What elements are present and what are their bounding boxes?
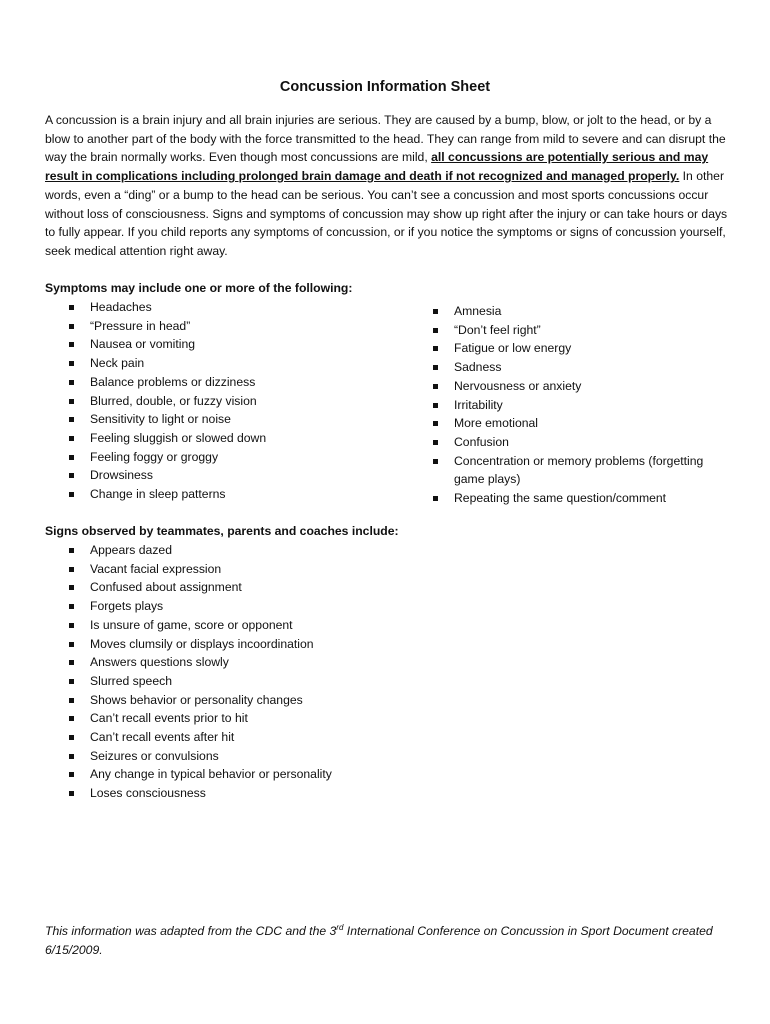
intro-text: A concussion is a brain injury and all brain injuries are serious. They are caused by a bump, blow, or jolt to the head, or by a blow to another part of the body with the force transmitted to the head. They can range from mild to severe and can disrupt the way the brain normally works. Even though most concussions are mild,	[45, 113, 726, 165]
bullet-icon	[433, 384, 438, 389]
bullet-icon	[69, 642, 74, 647]
bullet-icon	[69, 754, 74, 759]
list-item-text: Appears dazed	[90, 543, 172, 557]
list-item	[45, 728, 445, 747]
list-item	[45, 560, 445, 579]
list-item	[45, 653, 445, 672]
intro-paragraph	[45, 111, 730, 261]
bullet-icon	[69, 399, 74, 404]
bullet-icon	[69, 380, 74, 385]
bullet-icon	[433, 309, 438, 314]
list-item-text: Drowsiness	[90, 468, 153, 483]
list-item	[409, 489, 709, 508]
intro-emphasis: all concussions are potentially serious and may result in complications including prolonged brain damage and death if not recognized and managed properly.	[45, 150, 709, 184]
bullet-icon	[433, 440, 438, 445]
list-item-text: Forgets plays	[90, 599, 164, 614]
bullet-icon	[69, 660, 74, 665]
list-item	[45, 765, 445, 784]
page-title: Concussion Information Sheet	[279, 79, 491, 95]
list-item	[45, 298, 385, 317]
bullet-icon	[69, 585, 74, 590]
bullet-icon	[69, 324, 74, 329]
list-item-text: Answers questions slowly	[90, 655, 229, 670]
list-item-text: Is unsure of game, score or opponent	[90, 617, 293, 632]
list-item-text: Any change in typical behavior or personality	[90, 767, 332, 782]
list-item-text: Change in sleep patterns	[90, 487, 226, 502]
list-item-text: Blurred, double, or fuzzy vision	[90, 393, 257, 408]
list-item	[45, 392, 385, 411]
list-item	[409, 396, 709, 415]
list-item	[45, 597, 445, 616]
list-item-text: Nervousness or anxiety	[454, 378, 582, 393]
bullet-icon	[433, 365, 438, 370]
bullet-icon	[69, 735, 74, 740]
list-item-text: Can’t recall events prior to hit	[90, 711, 248, 726]
bullet-icon	[433, 421, 438, 426]
list-item	[409, 339, 709, 358]
list-item	[409, 377, 709, 396]
list-item-text: Loses consciousness	[90, 786, 206, 801]
symptoms-list-right	[409, 302, 709, 508]
list-item	[409, 302, 709, 321]
list-item-text: Confused about assignment	[90, 580, 242, 595]
list-item-text: Seizures or convulsions	[90, 748, 219, 763]
list-item	[45, 335, 385, 354]
list-item-text: Feeling sluggish or slowed down	[90, 430, 267, 445]
list-item	[409, 452, 709, 489]
source-footnote	[45, 922, 725, 960]
footnote-text-continued: International Conference on Concussion in Sport Document created 6/15/2009.	[45, 924, 713, 957]
footnote-ordinal: rd	[336, 922, 344, 932]
bullet-icon	[433, 403, 438, 408]
bullet-icon	[433, 328, 438, 333]
bullet-icon	[69, 305, 74, 310]
list-item-text: More emotional	[454, 416, 538, 431]
list-item-text: Amnesia	[454, 304, 502, 318]
list-item-text: Slurred speech	[90, 673, 172, 688]
list-item-text: Concentration or memory problems (forgetting game plays)	[454, 453, 704, 487]
bullet-icon	[69, 604, 74, 609]
list-item	[45, 429, 385, 448]
symptoms-list-left	[45, 298, 385, 504]
list-item-text: Fatigue or low energy	[454, 341, 572, 356]
signs-list	[45, 541, 445, 803]
footnote-text: This information was adapted from the CDC and the 3	[45, 924, 337, 938]
list-item	[45, 410, 385, 429]
list-item	[45, 635, 445, 654]
bullet-icon	[69, 623, 74, 628]
list-item	[45, 485, 385, 504]
bullet-icon	[69, 567, 74, 572]
list-item	[45, 541, 445, 560]
list-item	[409, 321, 709, 340]
bullet-icon	[69, 698, 74, 703]
list-item	[45, 373, 385, 392]
list-item-text: Repeating the same question/comment	[454, 491, 667, 506]
list-item-text: Nausea or vomiting	[90, 337, 195, 352]
bullet-icon	[69, 417, 74, 422]
list-item	[45, 747, 445, 766]
list-item	[45, 709, 445, 728]
list-item-text: “Don’t feel right”	[454, 322, 541, 337]
list-item	[45, 691, 445, 710]
list-item	[45, 578, 445, 597]
list-item-text: Shows behavior or personality changes	[90, 692, 303, 707]
list-item-text: Can’t recall events after hit	[90, 730, 235, 745]
list-item	[45, 466, 385, 485]
list-item-text: Sadness	[454, 360, 502, 375]
list-item-text: Moves clumsily or displays incoordination	[90, 636, 314, 651]
list-item	[45, 672, 445, 691]
list-item-text: Neck pain	[90, 356, 145, 371]
bullet-icon	[69, 436, 74, 441]
bullet-icon	[433, 346, 438, 351]
intro-text-continued: In other words, even a “ding” or a bump to the head can be serious. You can’t see a concussion and most sports concussions occur without loss of consciousness. Signs and symptoms of concussion may show up right after the injury or can take hours or days to fully appear. If you child reports any symptoms of concussion, or if you notice the symptoms or signs of concussion yourself, seek medical attention right away.	[45, 169, 728, 258]
bullet-icon	[69, 791, 74, 796]
list-item-text: Feeling foggy or groggy	[90, 449, 219, 464]
symptoms-heading: Symptoms may include one or more of the following:	[45, 281, 353, 295]
list-item	[45, 616, 445, 635]
bullet-icon	[69, 492, 74, 497]
list-item-text: Headaches	[90, 300, 152, 314]
bullet-icon	[69, 716, 74, 721]
list-item	[409, 414, 709, 433]
list-item-text: Sensitivity to light or noise	[90, 412, 231, 427]
list-item-text: “Pressure in head”	[90, 318, 191, 333]
bullet-icon	[69, 342, 74, 347]
bullet-icon	[433, 459, 438, 464]
list-item-text: Balance problems or dizziness	[90, 374, 256, 389]
bullet-icon	[69, 679, 74, 684]
bullet-icon	[69, 455, 74, 460]
list-item	[45, 448, 385, 467]
bullet-icon	[69, 473, 74, 478]
list-item	[45, 317, 385, 336]
bullet-icon	[69, 772, 74, 777]
list-item	[45, 784, 445, 803]
list-item-text: Vacant facial expression	[90, 561, 222, 576]
list-item-text: Confusion	[454, 434, 509, 449]
bullet-icon	[433, 496, 438, 501]
list-item-text: Irritability	[454, 397, 503, 412]
bullet-icon	[69, 548, 74, 553]
list-item	[409, 433, 709, 452]
bullet-icon	[69, 361, 74, 366]
list-item	[409, 358, 709, 377]
list-item	[45, 354, 385, 373]
signs-heading: Signs observed by teammates, parents and coaches include:	[45, 524, 399, 538]
